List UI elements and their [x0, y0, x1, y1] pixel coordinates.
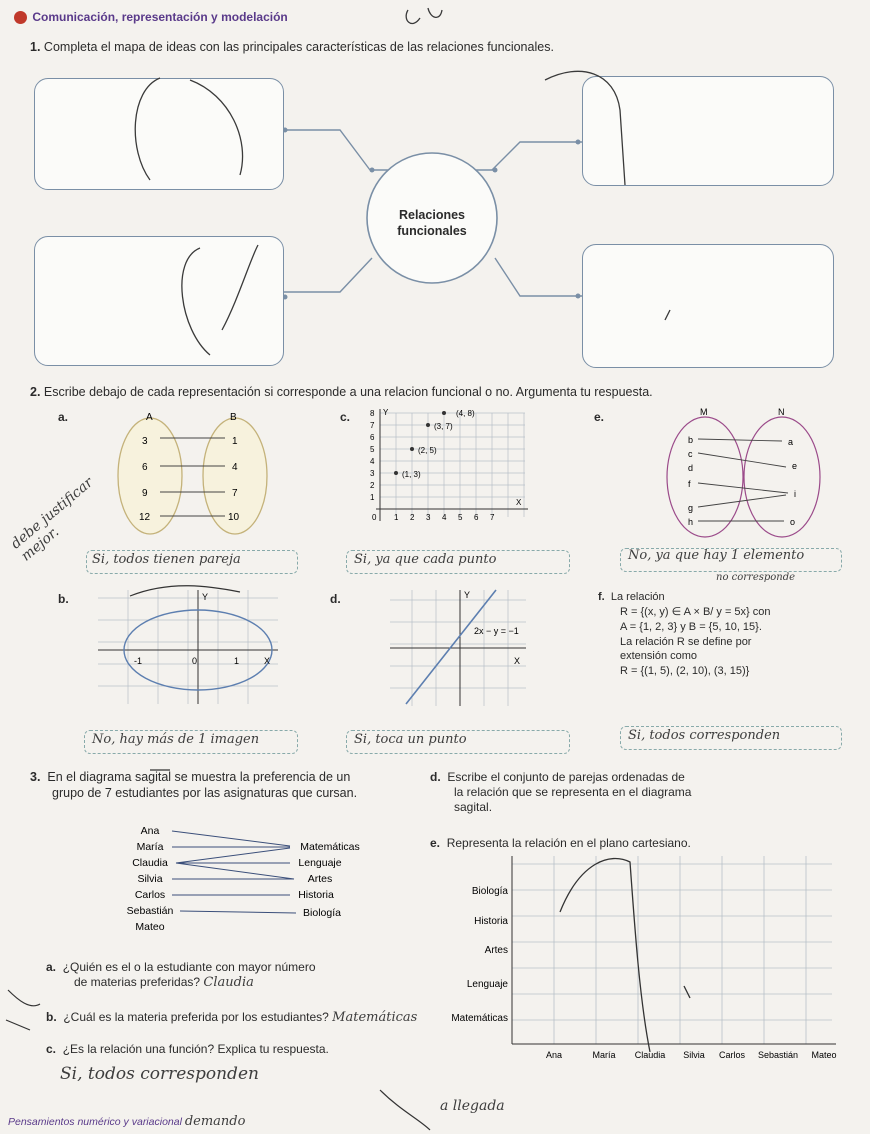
axis-y-label: Y: [383, 408, 389, 417]
student-name: Carlos: [134, 889, 166, 901]
q2f-line: R = {(1, 5), (2, 10), (3, 15)}: [620, 665, 750, 678]
y-tick: 1: [370, 493, 375, 502]
q2f-answer: Si, todos corresponden: [628, 728, 781, 743]
student-name: Mateo: [135, 921, 165, 933]
set-n-element: o: [790, 517, 796, 527]
q2f-line: extensión como: [620, 650, 698, 663]
y-tick: 4: [370, 457, 375, 466]
y-tick: 8: [370, 409, 375, 418]
axis-x-label: X: [516, 498, 522, 507]
set-m-element: d: [688, 463, 694, 473]
x-category-label: Claudia: [634, 1050, 666, 1060]
q3-number: 3.: [30, 770, 41, 784]
subject-name: Lenguaje: [298, 857, 342, 869]
student-name: María: [136, 841, 164, 853]
x-tick: 1: [234, 656, 240, 666]
axis-x-label: X: [264, 656, 271, 666]
student-name: Claudia: [132, 857, 168, 869]
student-name: Ana: [140, 825, 160, 837]
set-b-element: 7: [232, 488, 238, 499]
x-tick: 0: [372, 513, 377, 522]
scribble-mark: [380, 1090, 430, 1130]
x-tick: 6: [474, 513, 479, 522]
y-tick: 5: [370, 445, 375, 454]
student-name: Silvia: [137, 873, 163, 885]
y-tick: 2: [370, 481, 375, 490]
q2e-label: e.: [594, 410, 605, 424]
x-tick: 2: [410, 513, 415, 522]
q2f-line: R = {(x, y) ∈ A × B/ y = 5x} con: [620, 605, 771, 618]
subject-name: Matemáticas: [300, 841, 360, 853]
line-equation: 2x − y = −1: [474, 626, 519, 636]
subject-name: Biología: [303, 907, 341, 919]
x-category-label: Ana: [545, 1050, 563, 1060]
q2d-label: d.: [330, 592, 341, 606]
q2b-answer: No, hay más de 1 imagen: [92, 732, 260, 747]
set-n-element: i: [794, 489, 796, 499]
set-n-name: N: [778, 407, 785, 417]
set-n-element: e: [792, 461, 798, 471]
axis-y-label: Y: [464, 590, 471, 600]
point-label: (3, 7): [434, 422, 453, 431]
student-name: Sebastián: [126, 905, 174, 917]
set-b-name: B: [230, 412, 237, 423]
x-tick: 0: [192, 656, 198, 666]
axis-x-label: X: [514, 656, 521, 666]
idea-center-label: Relaciones funcionales: [397, 208, 467, 238]
q2-text: Escribe debajo de cada representación si corresponde a una relacion funcional o no. Argumenta tu respuesta.: [43, 385, 653, 399]
set-a-name: A: [146, 412, 153, 423]
q2c-label: c.: [340, 410, 351, 424]
x-category-label: Carlos: [718, 1050, 746, 1060]
q2-number: 2.: [30, 385, 41, 399]
scribble-mark: [6, 990, 40, 1030]
set-m-element: c: [688, 449, 693, 459]
footer-text: Pensamientos numérico y variacional: [8, 1116, 182, 1128]
set-m-element: h: [688, 517, 694, 527]
y-category-label: Artes: [484, 945, 508, 956]
q2f-line: La relación R se define por: [620, 635, 752, 648]
y-category-label: Historia: [474, 916, 508, 927]
set-a-element: 6: [142, 462, 148, 473]
y-tick: 3: [370, 469, 375, 478]
q2e-answer-cont: no corresponde: [716, 572, 796, 583]
set-m-element: b: [688, 435, 694, 445]
x-tick: 1: [394, 513, 399, 522]
q3a-question: a. ¿Quién es el o la estudiante con mayor número de materias preferidas? Claudia: [46, 960, 316, 990]
q2f-label: f.: [598, 591, 605, 603]
set-m-name: M: [700, 407, 708, 417]
subject-name: Artes: [307, 873, 333, 885]
x-tick: 7: [490, 513, 495, 522]
set-a-element: 3: [142, 436, 148, 447]
set-m-element: g: [688, 503, 694, 513]
q3c-question: c. ¿Es la relación una función? Explica tu respuesta.: [46, 1042, 329, 1056]
y-tick: 6: [370, 433, 375, 442]
q3a-answer: Claudia: [203, 975, 254, 990]
q3-extra-note: a llegada: [440, 1098, 505, 1114]
q2b-label: b.: [58, 592, 69, 606]
q2f-line: A = {1, 2, 3} y B = {5, 10, 15}.: [620, 620, 762, 633]
x-tick: 3: [426, 513, 431, 522]
x-category-label: Sebastián: [757, 1050, 799, 1060]
y-category-label: Biología: [471, 886, 508, 897]
point-label: (2, 5): [418, 446, 437, 455]
set-b-element: 4: [232, 462, 238, 473]
point-label: (1, 3): [402, 470, 421, 479]
q3e-question: e. Representa la relación en el plano cartesiano.: [430, 836, 691, 850]
q2d-answer: Si, toca un punto: [354, 732, 467, 747]
set-a-element: 9: [142, 488, 148, 499]
q3b-answer: Matemáticas: [332, 1010, 418, 1025]
q1-text: Completa el mapa de ideas con las principales características de las relaciones funcionales.: [43, 40, 554, 54]
q2a-answer: Si, todos tienen pareja: [92, 552, 241, 567]
scribble-mark: [130, 586, 240, 596]
q3d-question: d. Escribe el conjunto de parejas ordenadas de la relación que se representa en el diagrama sagital.: [430, 770, 692, 814]
x-category-label: Silvia: [683, 1050, 705, 1060]
set-b-element: 1: [232, 436, 238, 447]
subject-name: Historia: [298, 889, 334, 901]
set-b-element: 10: [228, 512, 240, 523]
y-category-label: Lenguaje: [466, 979, 508, 990]
q1-number: 1.: [30, 40, 41, 54]
y-category-label: Matemáticas: [451, 1013, 508, 1024]
y-tick: 7: [370, 421, 375, 430]
q3b-question: b. ¿Cuál es la materia preferida por los estudiantes? Matemáticas: [46, 1010, 418, 1025]
set-a-element: 12: [139, 512, 151, 523]
axis-y-label: Y: [202, 592, 209, 602]
x-tick: -1: [134, 656, 143, 666]
point-label: (4, 8): [456, 409, 475, 418]
x-category-label: María: [592, 1050, 616, 1060]
set-m-element: f: [688, 479, 691, 489]
q3c-answer: Si, todos corresponden: [60, 1064, 259, 1084]
q2e-answer: No, ya que hay 1 elemento: [628, 548, 805, 563]
footer-hand: demando: [184, 1114, 246, 1129]
x-tick: 4: [442, 513, 447, 522]
q2f-line: La relación: [610, 591, 665, 603]
x-category-label: Mateo: [811, 1050, 837, 1060]
x-tick: 5: [458, 513, 463, 522]
set-n-element: a: [788, 437, 794, 447]
q3-statement: 3. En el diagrama sagital se muestra la preferencia de un grupo de 7 estudiantes por las asignaturas que cursan.: [30, 770, 358, 800]
q2a-label: a.: [58, 410, 69, 424]
q2c-answer: Si, ya que cada punto: [354, 552, 497, 567]
q2-side-note: debe justificar mejor.: [8, 474, 97, 565]
header-title: Comunicación, representación y modelación: [32, 10, 288, 24]
